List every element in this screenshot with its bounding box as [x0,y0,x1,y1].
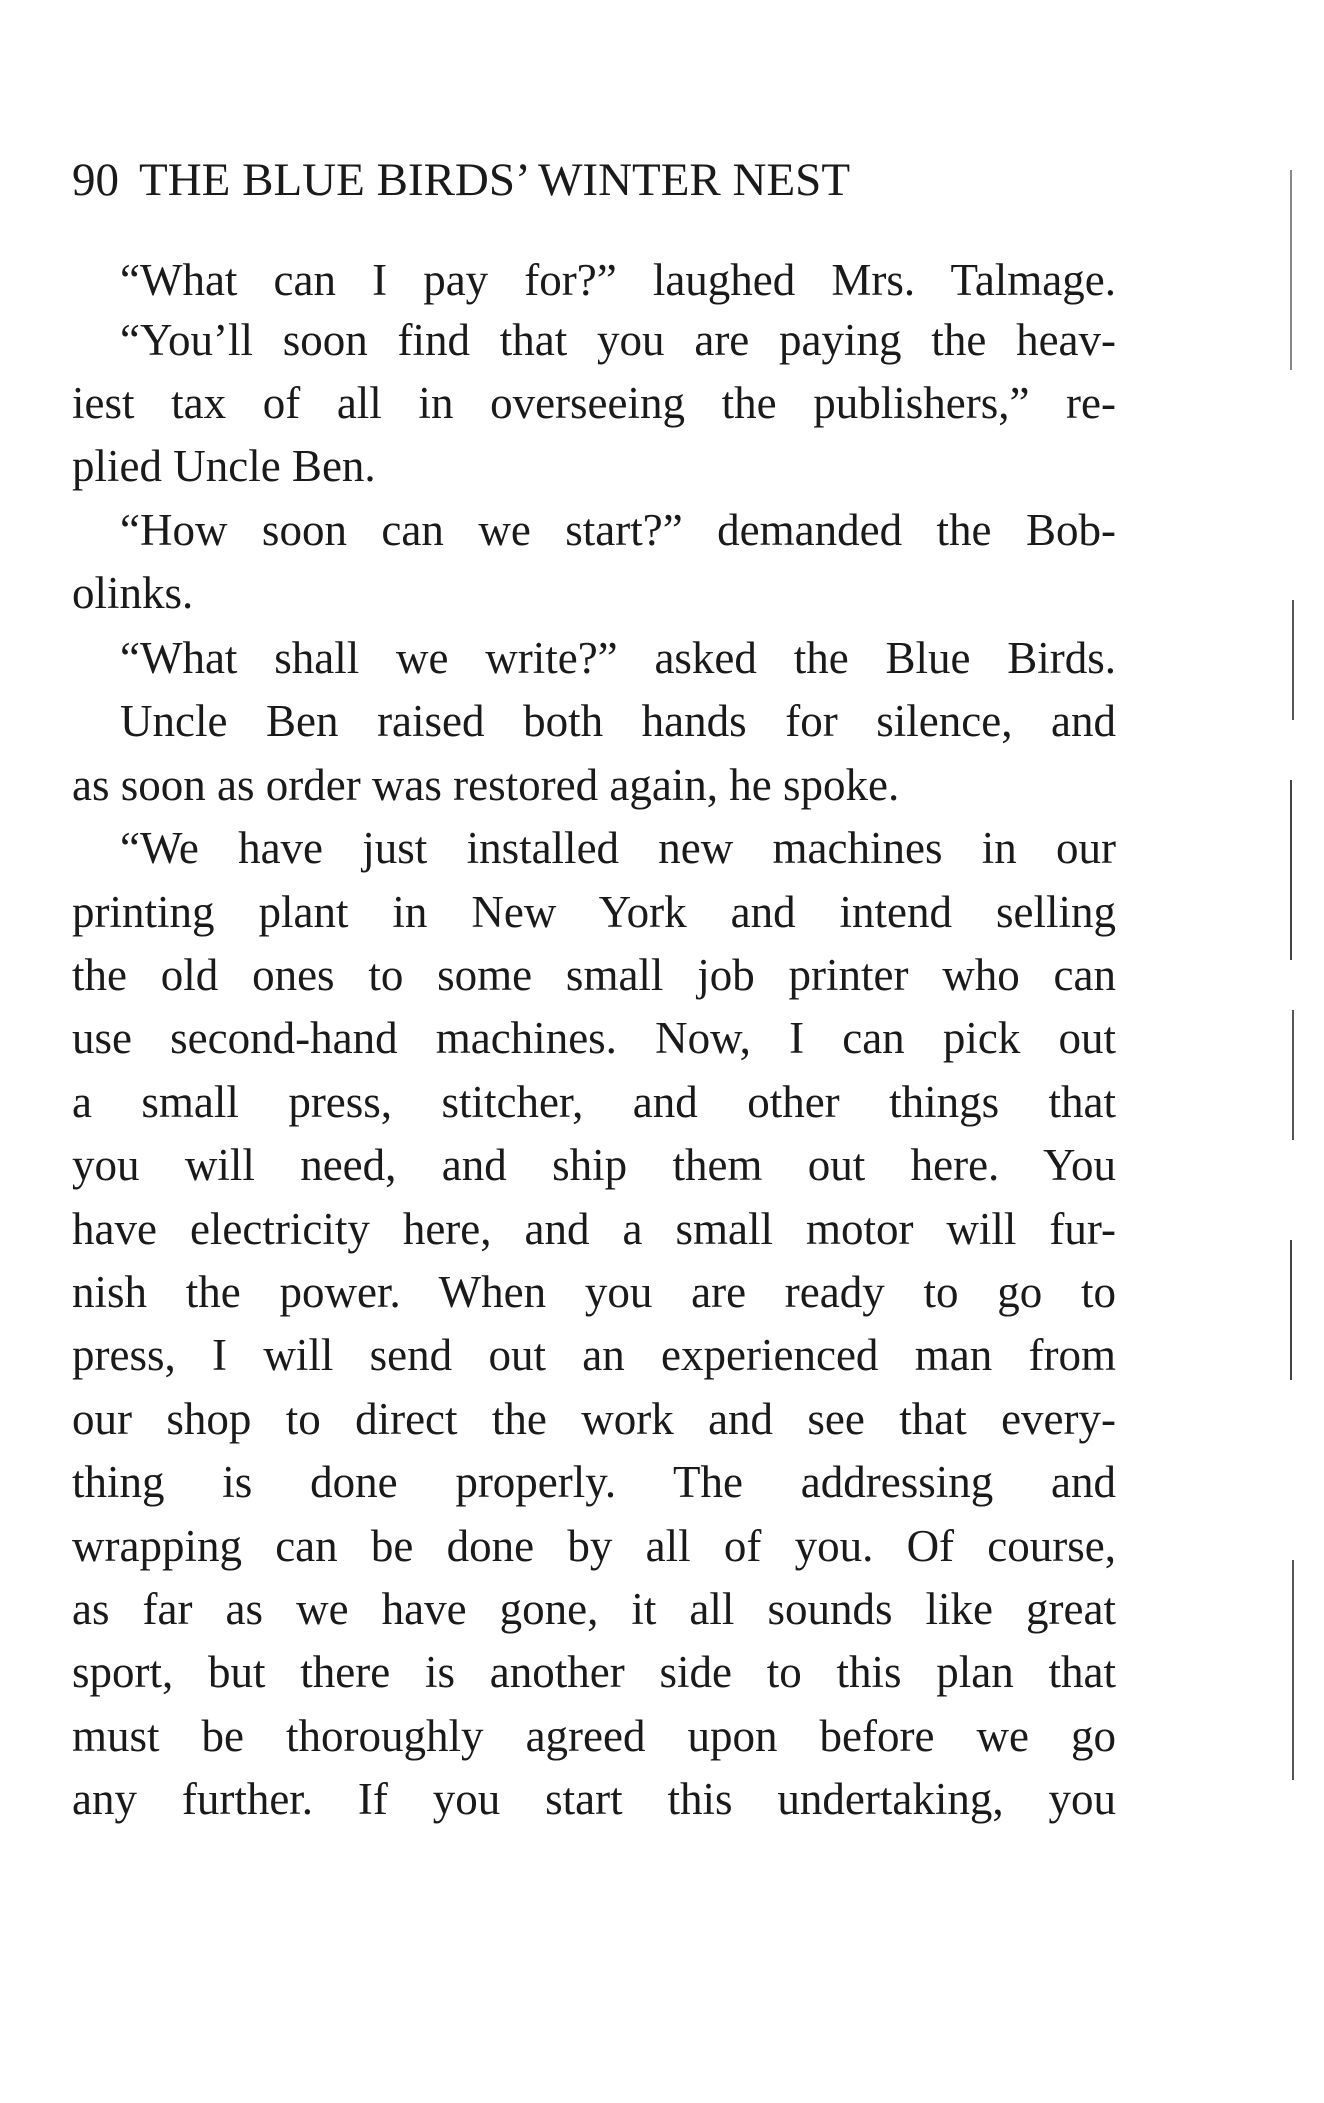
text-line: plied Uncle Ben. [72,441,376,491]
text-line: use second-hand machines. Now, I can pick out [72,1013,1116,1063]
text-line: sport, but there is another side to this plan that [72,1647,1116,1697]
text-line: our shop to direct the work and see that every- [72,1394,1116,1444]
page-number: 90 [72,154,119,206]
text-line: Uncle Ben raised both hands for silence, and [120,696,1116,746]
scan-edge-mark [1290,780,1292,960]
text-line: as far as we have gone, it all sounds like great [72,1584,1116,1634]
scan-edge-mark [1292,1010,1294,1140]
text-line: wrapping can be done by all of you. Of course, [72,1521,1116,1571]
scan-edge-mark [1292,600,1294,720]
text-line: “What can I pay for?” laughed Mrs. Talmage. [120,255,1116,305]
scan-edge-mark [1292,1560,1294,1780]
text-line: “We have just installed new machines in our [120,823,1116,873]
text-line: thing is done properly. The addressing and [72,1457,1116,1507]
text-line: have electricity here, and a small motor will fur- [72,1204,1116,1254]
scan-edge-mark [1290,170,1292,370]
running-header [72,150,850,210]
text-line: the old ones to some small job printer who can [72,950,1116,1000]
text-line: printing plant in New York and intend selling [72,887,1116,937]
text-line: as soon as order was restored again, he spoke. [72,760,900,810]
text-line: must be thoroughly agreed upon before we go [72,1711,1116,1761]
running-title: THE BLUE BIRDS’ WINTER NEST [139,154,851,206]
text-line: “You’ll soon find that you are paying the heav- [120,315,1116,365]
text-line: any further. If you start this undertaking, you [72,1774,1116,1824]
text-line: press, I will send out an experienced man from [72,1330,1116,1380]
text-line: “What shall we write?” asked the Blue Birds. [120,633,1116,683]
text-line: a small press, stitcher, and other things that [72,1077,1116,1127]
text-line: “How soon can we start?” demanded the Bob- [120,505,1116,555]
text-line: you will need, and ship them out here. You [72,1140,1116,1190]
text-line: iest tax of all in overseeing the publishers,” re- [72,378,1116,428]
text-line: olinks. [72,568,194,618]
scan-edge-mark [1290,1240,1292,1380]
text-line: nish the power. When you are ready to go to [72,1267,1116,1317]
